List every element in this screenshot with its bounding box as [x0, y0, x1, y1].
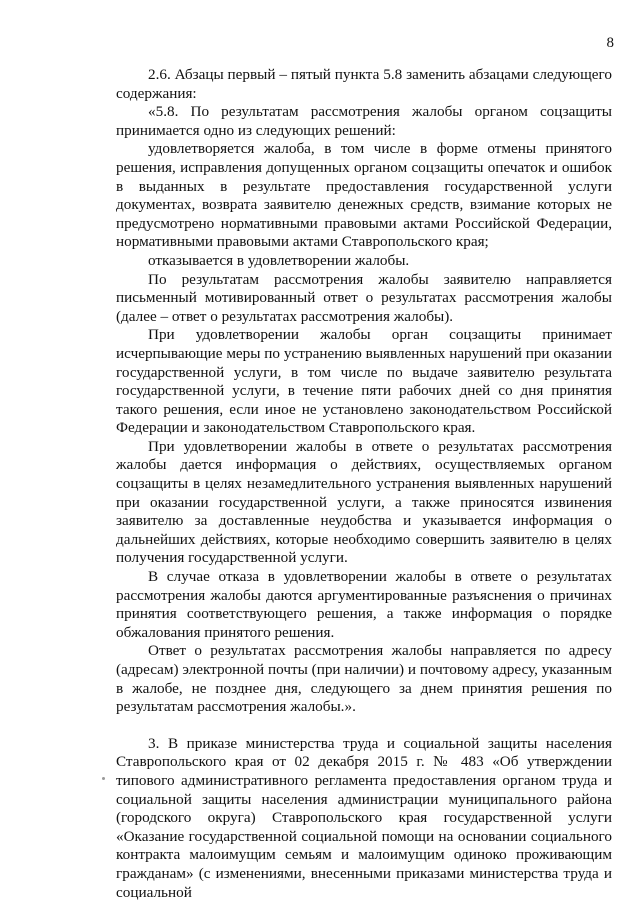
paragraph-complaint-refused: отказывается в удовлетворении жалобы.: [148, 251, 410, 269]
paragraph-refusal-explanation: В случае отказа в удовлетворении жалобы в ответе о результатах рассмотрения жалобы даются аргументированные разъяснения о причинах принятия соответствующего решения, а также информация о порядке обжалования принятого решения.: [116, 568, 612, 641]
paragraph-amendment-2-6: 2.6. Абзацы первый – пятый пункта 5.8 заменить абзацами следующего содержания:: [116, 66, 612, 102]
paragraph-written-response: По результатам рассмотрения жалобы заявителю направляется письменный мотивированный ответ о результатах рассмотрения жалобы (далее – ответ о результатах рассмотрения жалобы).: [116, 270, 612, 325]
paragraph-order-483: 3. В приказе министерства труда и социальной защиты населения Ставропольского края от 02 декабря 2015 г. № 483 «Об утверждении типового административного регламента предоставления органом труда и социальной защиты населения администрации муниципального района (городского округа) Ставропольского края государственной услуги «Оказание государственной социальной помощи на основании социального контракта малоимущим семьям и малоимущим одиноко проживающим гражданам» (с изменениями, внесенными приказами министерства труда и социальной: [116, 734, 612, 901]
page-number: 8: [606, 35, 614, 51]
paragraph-complaint-satisfied: удовлетворяется жалоба, в том числе в форме отмены принятого решения, исправления допущенных органом соцзащиты опечаток и ошибок в выданных в результате предоставления государственной услуги документах, возврата заявителю денежных средств, взимание которых не предусмотрено нормативными правовыми актами Российской Федерации, нормативными правовыми актами Ставропольского края;: [116, 140, 612, 251]
paragraph-clause-5-8: «5.8. По результатам рассмотрения жалобы органом соцзащиты принимается одно из следующих решений:: [116, 103, 612, 139]
paragraph-response-delivery: Ответ о результатах рассмотрения жалобы направляется по адресу (адресам) электронной почты (при наличии) и почтовому адресу, указанным в жалобе, не позднее дня, следующего за днем принятия решения по результатам рассмотрения жалобы.».: [116, 642, 612, 716]
scan-dot: [102, 777, 105, 780]
paragraph-remedy-measures: При удовлетворении жалобы орган соцзащиты принимает исчерпывающие меры по устранению выявленных нарушений при оказании государственной услуги, в том числе по выдаче заявителю результата государственной услуги, в течение пяти рабочих дней со дня принятия такого решения, если иное не установлено законодательством Российской Федерации и законодательством Ставропольского края.: [116, 326, 612, 437]
document-body: [116, 66, 612, 902]
paragraph-response-information: При удовлетворении жалобы в ответе о результатах рассмотрения жалобы дается информация о действиях, осуществляемых органом соцзащиты в целях незамедлительного устранения выявленных нарушений при оказании государственной услуги, а также приносятся извинения заявителю за доставленные неудобства и указывается информация о дальнейших действиях, которые необходимо совершить заявителю в целях получения государственной услуги.: [116, 437, 612, 567]
